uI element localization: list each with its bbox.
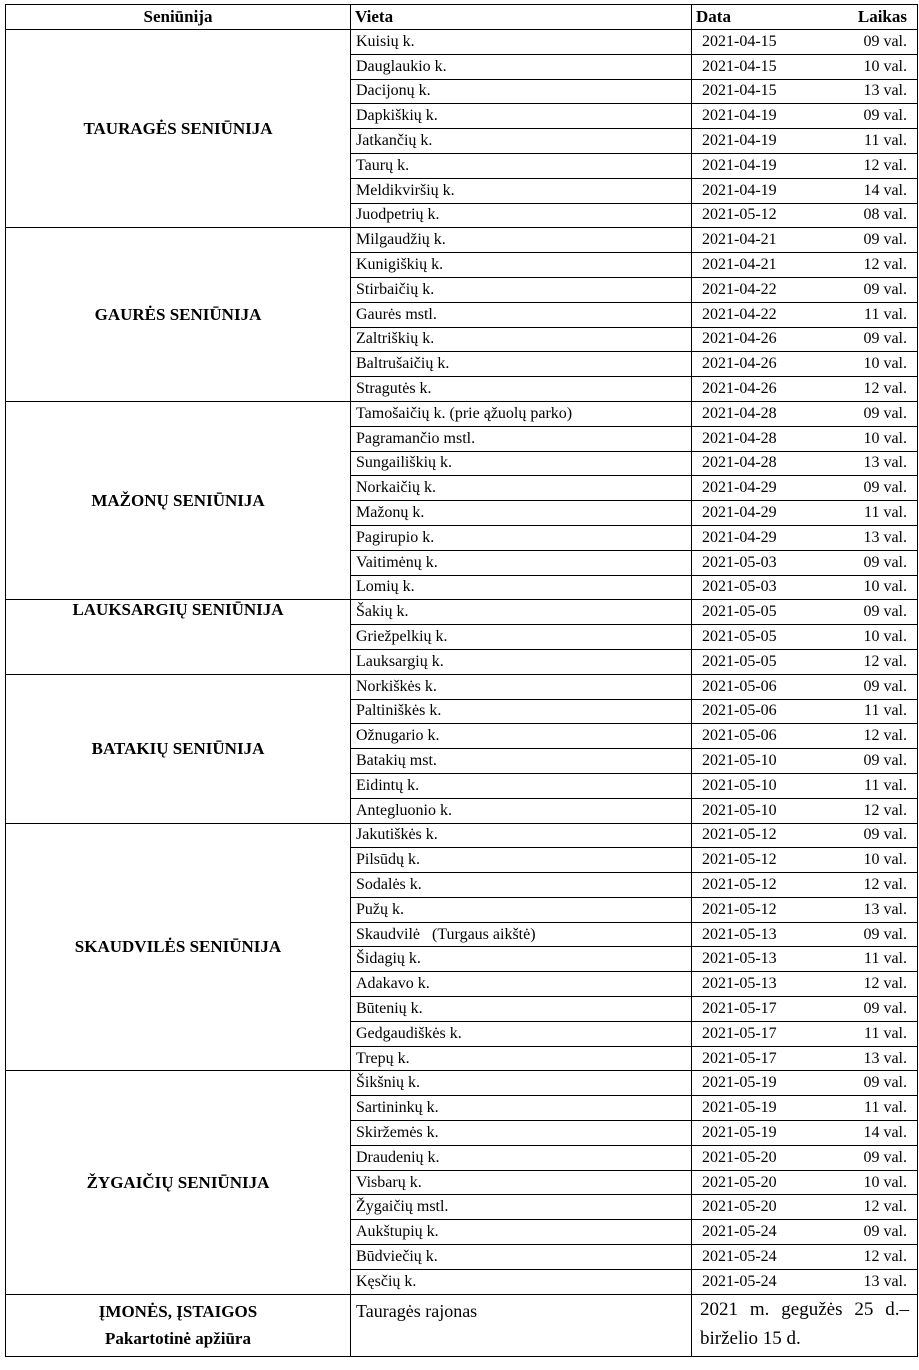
- date-value: 2021-05-03: [702, 578, 777, 596]
- time-value: 09 val.: [863, 1074, 907, 1092]
- place-cell: Ožnugario k.: [351, 724, 692, 749]
- place-cell: Mažonų k.: [351, 501, 692, 526]
- time-value: 13 val.: [863, 900, 907, 918]
- final-place: Tauragės rajonas: [351, 1294, 692, 1356]
- table-row: [6, 30, 918, 55]
- date-value: 2021-04-26: [702, 330, 777, 348]
- time-value: 09 val.: [863, 826, 907, 844]
- date-time-cell: [692, 873, 918, 898]
- date-time-cell: [692, 451, 918, 476]
- table-row: [6, 228, 918, 253]
- date-value: 2021-05-10: [702, 801, 777, 819]
- time-value: 10 val.: [863, 578, 907, 596]
- time-value: 09 val.: [863, 752, 907, 769]
- time-value: 12 val.: [863, 875, 907, 893]
- date-value: 2021-05-12: [702, 851, 777, 869]
- date-time-cell: [692, 1220, 918, 1245]
- place-cell: Pagirupio k.: [351, 525, 692, 550]
- header-laikas: Laikas: [857, 7, 907, 26]
- date-time-cell: [692, 54, 918, 79]
- date-value: 2021-05-12: [702, 875, 777, 893]
- place-cell: Vaitimėnų k.: [351, 550, 692, 575]
- date-value: 2021-05-05: [702, 628, 777, 646]
- date-time-cell: [692, 972, 918, 997]
- place-cell: Dacijonų k.: [351, 79, 692, 104]
- time-value: 13 val.: [863, 1272, 907, 1290]
- date-value: 2021-05-06: [702, 677, 777, 695]
- table-row: [6, 401, 918, 426]
- final-region: [6, 1294, 351, 1356]
- time-value: 09 val.: [863, 1148, 907, 1166]
- date-value: 2021-05-12: [702, 826, 777, 844]
- time-value: 09 val.: [863, 107, 907, 125]
- final-row: [6, 1294, 918, 1356]
- date-value: 2021-04-29: [702, 528, 777, 546]
- date-time-cell: [692, 153, 918, 178]
- date-time-cell: [692, 649, 918, 674]
- time-value: 10 val.: [863, 628, 907, 646]
- time-value: 12 val.: [863, 1198, 907, 1216]
- time-value: 11 val.: [864, 132, 907, 150]
- time-value: 09 val.: [863, 479, 907, 497]
- place-cell: Eidintų k.: [351, 773, 692, 798]
- date-time-cell: [692, 724, 918, 749]
- date-time-cell: [692, 30, 918, 55]
- header-data: Data: [696, 7, 731, 26]
- time-value: 13 val.: [863, 454, 907, 472]
- time-value: 10 val.: [863, 355, 907, 373]
- date-time-cell: [692, 302, 918, 327]
- time-value: 09 val.: [863, 404, 907, 422]
- date-time-cell: [692, 426, 918, 451]
- date-value: 2021-05-17: [702, 1049, 777, 1067]
- date-time-cell: [692, 947, 918, 972]
- date-value: 2021-05-05: [702, 603, 777, 621]
- place-cell: Juodpetrių k.: [351, 203, 692, 228]
- time-value: 10 val.: [863, 57, 907, 75]
- date-time-cell: [692, 1096, 918, 1121]
- time-value: 09 val.: [863, 280, 907, 298]
- date-value: 2021-05-20: [702, 1198, 777, 1216]
- date-value: 2021-05-05: [702, 652, 777, 670]
- final-region-line2: Pakartotinė apžiūra: [105, 1329, 251, 1349]
- place-cell: Draudenių k.: [351, 1145, 692, 1170]
- place-cell: Skaudvilė (Turgaus aikštė): [351, 922, 692, 947]
- date-time-cell: [692, 600, 918, 625]
- place-cell: Dauglaukio k.: [351, 54, 692, 79]
- place-cell: Norkaičių k.: [351, 476, 692, 501]
- date-value: 2021-04-19: [702, 156, 777, 174]
- date-value: 2021-05-19: [702, 1099, 777, 1117]
- date-value: 2021-05-03: [702, 553, 777, 571]
- time-value: 09 val.: [863, 553, 907, 571]
- date-time-cell: [692, 228, 918, 253]
- date-time-cell: [692, 625, 918, 650]
- date-time-cell: [692, 897, 918, 922]
- place-cell: Lomių k.: [351, 575, 692, 600]
- date-value: 2021-04-22: [702, 305, 777, 323]
- place-cell: Sodalės k.: [351, 873, 692, 898]
- date-time-cell: [692, 129, 918, 154]
- place-cell: Pužų k.: [351, 897, 692, 922]
- time-value: 10 val.: [863, 851, 907, 869]
- date-time-cell: [692, 525, 918, 550]
- time-value: 09 val.: [863, 1223, 907, 1241]
- place-cell: Būdviečių k.: [351, 1245, 692, 1270]
- date-value: 2021-05-13: [702, 925, 777, 943]
- place-cell: Būtenių k.: [351, 997, 692, 1022]
- header-row: [6, 5, 918, 30]
- time-value: 09 val.: [863, 330, 907, 348]
- time-value: 09 val.: [863, 231, 907, 249]
- time-value: 12 val.: [863, 1247, 907, 1265]
- date-value: 2021-05-13: [702, 975, 777, 993]
- date-time-cell: [692, 327, 918, 352]
- date-value: 2021-05-24: [702, 1223, 777, 1241]
- time-value: 11 val.: [864, 504, 907, 522]
- place-cell: Stirbaičių k.: [351, 277, 692, 302]
- place-cell: Šakių k.: [351, 600, 692, 625]
- time-value: 12 val.: [863, 652, 907, 670]
- place-cell: Adakavo k.: [351, 972, 692, 997]
- place-cell: Šidagių k.: [351, 947, 692, 972]
- time-value: 11 val.: [864, 950, 907, 968]
- time-value: 09 val.: [863, 677, 907, 695]
- date-time-cell: [692, 798, 918, 823]
- schedule-table: [5, 4, 918, 1357]
- place-cell: Kuisių k.: [351, 30, 692, 55]
- date-value: 2021-04-15: [702, 82, 777, 100]
- place-cell: Gaurės mstl.: [351, 302, 692, 327]
- date-value: 2021-05-20: [702, 1148, 777, 1166]
- region-name: GAURĖS SENIŪNIJA: [6, 228, 351, 402]
- place-cell: Zaltriškių k.: [351, 327, 692, 352]
- place-cell: Batakių mst.: [351, 749, 692, 774]
- time-value: 12 val.: [863, 156, 907, 174]
- date-time-cell: [692, 1071, 918, 1096]
- date-time-cell: [692, 749, 918, 774]
- place-cell: Lauksargių k.: [351, 649, 692, 674]
- date-value: 2021-05-17: [702, 1024, 777, 1042]
- date-time-cell: [692, 476, 918, 501]
- place-cell: Jakutiškės k.: [351, 823, 692, 848]
- table-row: [6, 674, 918, 699]
- place-cell: Pilsūdų k.: [351, 848, 692, 873]
- time-value: 13 val.: [863, 1049, 907, 1067]
- date-value: 2021-05-06: [702, 702, 777, 720]
- region-name: BATAKIŲ SENIŪNIJA: [6, 674, 351, 823]
- date-time-cell: [692, 104, 918, 129]
- date-value: 2021-04-21: [702, 231, 777, 249]
- date-value: 2021-04-21: [702, 256, 777, 274]
- date-value: 2021-04-28: [702, 454, 777, 472]
- date-time-cell: [692, 1245, 918, 1270]
- date-time-cell: [692, 1046, 918, 1071]
- date-time-cell: [692, 277, 918, 302]
- date-value: 2021-05-12: [702, 900, 777, 918]
- region-name: ŽYGAIČIŲ SENIŪNIJA: [6, 1071, 351, 1294]
- date-time-cell: [692, 997, 918, 1022]
- date-time-cell: [692, 1195, 918, 1220]
- date-time-cell: [692, 550, 918, 575]
- region-name: TAURAGĖS SENIŪNIJA: [6, 30, 351, 228]
- place-cell: Jatkančių k.: [351, 129, 692, 154]
- place-cell: Taurų k.: [351, 153, 692, 178]
- date-value: 2021-05-17: [702, 999, 777, 1017]
- date-time-cell: [692, 377, 918, 402]
- date-time-cell: [692, 1269, 918, 1294]
- place-cell: Sartininkų k.: [351, 1096, 692, 1121]
- place-cell: Trepų k.: [351, 1046, 692, 1071]
- date-value: 2021-04-15: [702, 57, 777, 75]
- date-time-cell: [692, 848, 918, 873]
- time-value: 12 val.: [863, 727, 907, 745]
- date-time-cell: [692, 501, 918, 526]
- place-cell: Baltrušaičių k.: [351, 352, 692, 377]
- date-value: 2021-04-22: [702, 280, 777, 298]
- time-value: 10 val.: [863, 1173, 907, 1191]
- place-cell: Visbarų k.: [351, 1170, 692, 1195]
- date-time-cell: [692, 773, 918, 798]
- time-value: 08 val.: [863, 206, 907, 224]
- place-cell: Tamošaičių k. (prie ąžuolų parko): [351, 401, 692, 426]
- date-time-cell: [692, 253, 918, 278]
- date-time-cell: [692, 178, 918, 203]
- place-cell: Milgaudžių k.: [351, 228, 692, 253]
- date-value: 2021-04-29: [702, 479, 777, 497]
- place-cell: Dapkiškių k.: [351, 104, 692, 129]
- date-time-cell: [692, 401, 918, 426]
- date-value: 2021-05-24: [702, 1247, 777, 1265]
- date-value: 2021-04-19: [702, 107, 777, 125]
- place-cell: Pagramančio mstl.: [351, 426, 692, 451]
- header-data-laikas: [692, 5, 918, 30]
- place-cell: Kunigiškių k.: [351, 253, 692, 278]
- date-value: 2021-04-28: [702, 404, 777, 422]
- time-value: 13 val.: [863, 528, 907, 546]
- date-value: 2021-05-19: [702, 1074, 777, 1092]
- time-value: 11 val.: [864, 702, 907, 720]
- date-time-cell: [692, 823, 918, 848]
- time-value: 12 val.: [863, 801, 907, 819]
- region-name: SKAUDVILĖS SENIŪNIJA: [6, 823, 351, 1071]
- time-value: 14 val.: [863, 181, 907, 199]
- date-time-cell: [692, 203, 918, 228]
- date-time-cell: [692, 1170, 918, 1195]
- date-value: 2021-05-19: [702, 1123, 777, 1141]
- time-value: 09 val.: [863, 925, 907, 943]
- place-cell: Gedgaudiškės k.: [351, 1021, 692, 1046]
- time-value: 10 val.: [863, 429, 907, 447]
- time-value: 12 val.: [863, 256, 907, 274]
- region-name: LAUKSARGIŲ SENIŪNIJA: [6, 600, 351, 674]
- date-value: 2021-04-19: [702, 181, 777, 199]
- place-cell: Norkiškės k.: [351, 674, 692, 699]
- final-region-line1: ĮMONĖS, ĮSTAIGOS: [98, 1302, 258, 1322]
- date-time-cell: [692, 922, 918, 947]
- time-value: 11 val.: [864, 305, 907, 323]
- date-time-cell: [692, 575, 918, 600]
- place-cell: Žygaičių mstl.: [351, 1195, 692, 1220]
- table-row: [6, 823, 918, 848]
- place-cell: Meldikviršių k.: [351, 178, 692, 203]
- date-value: 2021-04-29: [702, 504, 777, 522]
- date-value: 2021-04-15: [702, 32, 777, 50]
- date-value: 2021-04-26: [702, 355, 777, 373]
- table-row: [6, 1071, 918, 1096]
- place-cell: Antegluonio k.: [351, 798, 692, 823]
- place-cell: Aukštupių k.: [351, 1220, 692, 1245]
- date-value: 2021-05-20: [702, 1173, 777, 1191]
- date-time-cell: [692, 1145, 918, 1170]
- date-value: 2021-04-19: [702, 132, 777, 150]
- date-time-cell: [692, 699, 918, 724]
- region-name: MAŽONŲ SENIŪNIJA: [6, 401, 351, 599]
- date-time-cell: [692, 1021, 918, 1046]
- date-value: 2021-04-28: [702, 429, 777, 447]
- place-cell: Stragutės k.: [351, 377, 692, 402]
- final-period: 2021 m. gegužės 25 d.– birželio 15 d.: [692, 1294, 918, 1356]
- place-cell: Griežpelkių k.: [351, 625, 692, 650]
- time-value: 11 val.: [864, 1024, 907, 1042]
- header-vieta: Vieta: [351, 5, 692, 30]
- time-value: 11 val.: [864, 776, 907, 794]
- time-value: 12 val.: [863, 975, 907, 993]
- date-time-cell: [692, 1121, 918, 1146]
- date-time-cell: [692, 352, 918, 377]
- date-value: 2021-05-10: [702, 776, 777, 794]
- date-value: 2021-05-13: [702, 950, 777, 968]
- time-value: 13 val.: [863, 82, 907, 100]
- date-value: 2021-05-06: [702, 727, 777, 745]
- date-value: 2021-04-26: [702, 380, 777, 398]
- header-seniunija: Seniūnija: [6, 5, 351, 30]
- schedule-body: [6, 30, 918, 1295]
- table-row: [6, 600, 918, 625]
- date-value: 2021-05-24: [702, 1272, 777, 1290]
- date-time-cell: [692, 674, 918, 699]
- place-cell: Paltiniškės k.: [351, 699, 692, 724]
- time-value: 09 val.: [863, 603, 907, 621]
- time-value: 09 val.: [863, 32, 907, 50]
- date-value: 2021-05-12: [702, 206, 777, 224]
- time-value: 11 val.: [864, 1099, 907, 1117]
- time-value: 14 val.: [863, 1123, 907, 1141]
- time-value: 12 val.: [863, 380, 907, 398]
- date-value: 2021-05-10: [702, 752, 777, 769]
- place-cell: Skiržemės k.: [351, 1121, 692, 1146]
- place-cell: Šikšnių k.: [351, 1071, 692, 1096]
- place-cell: Kęsčių k.: [351, 1269, 692, 1294]
- date-time-cell: [692, 79, 918, 104]
- place-cell: Sungailiškių k.: [351, 451, 692, 476]
- time-value: 09 val.: [863, 999, 907, 1017]
